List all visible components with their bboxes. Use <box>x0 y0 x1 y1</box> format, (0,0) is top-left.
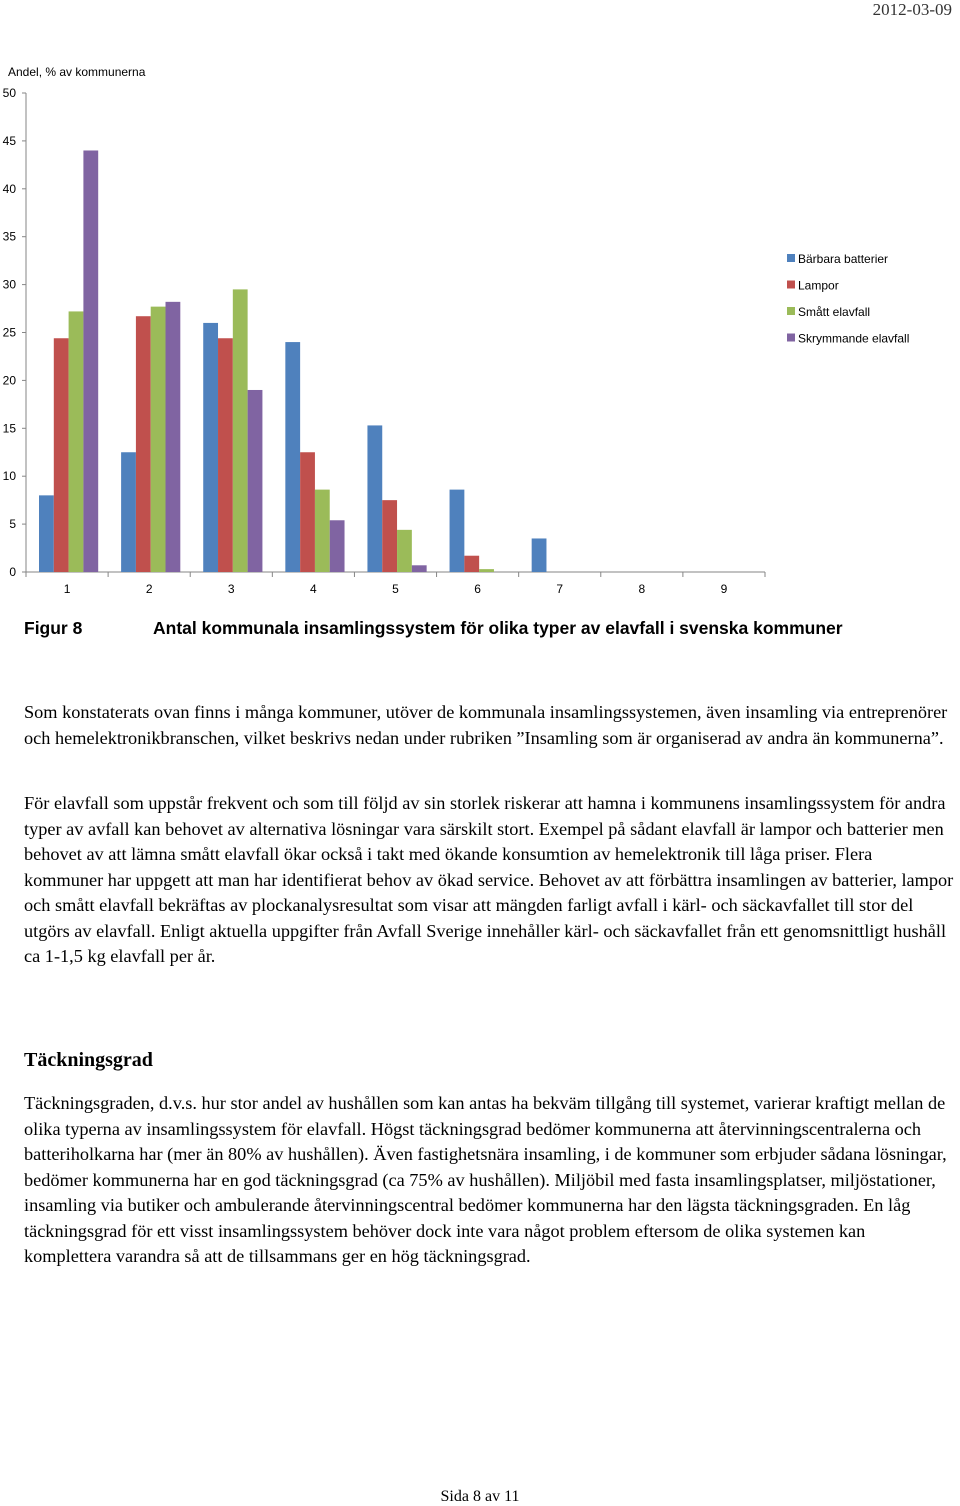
section-heading: Täckningsgrad <box>24 1049 153 1071</box>
figure-title: Antal kommunala insamlingssystem för olika typer av elavfall i svenska kommuner <box>153 618 843 638</box>
bar-3-4 <box>315 490 330 572</box>
paragraph-2: För elavfall som uppstår frekvent och som till följd av sin storlek riskerar att hamna i kommunens insamlingssystem för andra typer av avfall kan behovet av alternativa lösningar vara särskilt stort. Exempel på sådant elavfall är lampor och batterier men behovet av att lämna smått elavfall ökar också i takt med ökande konsumtion av hemelektronik till låga priser. Flera kommuner har uppgett att man har identifierat behov av ökad service. Behovet av att förbättra insamlingen av batterier, lampor och smått elavfall bekräftas av plockanalysresultat som visar att mängden farligt avfall i kärl- och säckavfallet till stor del utgörs av elavfall. Enligt aktuella uppgifter från Avfall Sverige innehåller kärl- och säckavfallet från ett genomsnittligt hushåll ca 1-1,5 kg elavfall per år. <box>24 793 954 966</box>
bar-4-1 <box>83 150 98 572</box>
x-tick-label: 4 <box>310 582 317 596</box>
legend-label: Bärbara batterier <box>798 252 889 266</box>
bar-1-3 <box>203 323 218 572</box>
bar-2-5 <box>382 500 397 572</box>
bar-3-6 <box>479 569 494 572</box>
legend-swatch <box>787 334 795 342</box>
y-tick-label: 40 <box>2 181 16 196</box>
bar-3-1 <box>69 311 84 572</box>
legend-label: Skrymmande elavfall <box>798 331 910 346</box>
bar-1-2 <box>121 452 136 572</box>
y-tick-label: 30 <box>2 277 16 292</box>
bar-2-2 <box>136 316 151 572</box>
bar-4-5 <box>412 565 427 572</box>
x-tick-label: 1 <box>63 582 71 596</box>
bar-2-3 <box>218 338 233 572</box>
legend-label: Lampor <box>798 278 839 293</box>
y-tick-label: 35 <box>2 229 16 244</box>
y-tick-label: 50 <box>2 86 16 100</box>
x-tick-label: 7 <box>556 582 564 596</box>
y-tick-label: 45 <box>2 133 16 148</box>
bar-2-4 <box>300 452 315 572</box>
paragraph-1: Som konstaterats ovan finns i många kommuner, utöver de kommunala insamlingssystemen, även insamling via entreprenörer och hemelektronikbranschen, vilket beskrivs nedan under rubriken ”Insamling som är organiserad av andra än kommunerna”. <box>24 702 948 748</box>
page-number: Sida 8 av 11 <box>440 1488 520 1505</box>
bar-3-3 <box>233 289 248 572</box>
bar-1-7 <box>532 538 547 572</box>
bar-2-1 <box>54 338 69 572</box>
x-tick-label: 2 <box>145 582 153 596</box>
bar-4-3 <box>248 390 263 572</box>
y-tick-label: 5 <box>9 517 16 532</box>
x-tick-label: 6 <box>474 582 481 596</box>
bar-3-2 <box>151 307 166 572</box>
bar-chart <box>0 0 960 600</box>
x-tick-label: 9 <box>720 582 728 596</box>
bar-1-5 <box>367 425 382 572</box>
legend-swatch <box>787 281 795 289</box>
legend-swatch <box>787 254 795 262</box>
y-tick-label: 15 <box>2 421 16 436</box>
legend-swatch <box>787 307 795 315</box>
legend-label: Smått elavfall <box>798 305 871 319</box>
x-tick-label: 5 <box>392 582 399 596</box>
y-tick-label: 0 <box>9 565 16 579</box>
y-tick-label: 20 <box>2 373 16 388</box>
y-axis-label: Andel, % av kommunerna <box>8 65 146 79</box>
bar-1-4 <box>285 342 300 572</box>
bar-4-2 <box>166 302 181 572</box>
figure-label: Figur 8 <box>24 618 83 638</box>
bar-2-6 <box>464 556 479 572</box>
bar-1-6 <box>450 490 465 572</box>
bar-3-5 <box>397 530 412 572</box>
x-tick-label: 3 <box>227 582 235 596</box>
y-tick-label: 25 <box>2 325 16 340</box>
paragraph-3: Täckningsgraden, d.v.s. hur stor andel av hushållen som kan antas ha bekväm tillgång till systemet, varierar kraftigt mellan de olika typerna av insamlingssystem för elavfall. Högst täckningsgrad bedömer kommunerna att återvinningscentralerna och batteriholkarna har (mer än 80% av hushållen). Även fastighetsnära insamling, i de kommuner som erbjuder sådana lösningar, bedömer kommunerna har en god täckningsgrad (ca 75% av hushållen). Miljöbil med fasta insamlingsplatser, miljöstationer, insamling via butiker och ambulerande återvinningscentral bedömer kommunerna har den lägsta täckningsgraden. En låg täckningsgrad för ett visst insamlingssystem behöver dock inte vara något problem eftersom de olika systemen kan komplettera varandra så att de tillsammans ger en hög täckningsgrad. <box>24 1093 947 1266</box>
y-tick-label: 10 <box>2 469 16 484</box>
bar-4-4 <box>330 520 345 572</box>
x-tick-label: 8 <box>638 582 646 596</box>
header-date: 2012-03-09 <box>872 0 952 19</box>
chart-legend <box>787 252 909 346</box>
bar-1-1 <box>39 495 54 572</box>
chart-bars <box>39 150 546 572</box>
